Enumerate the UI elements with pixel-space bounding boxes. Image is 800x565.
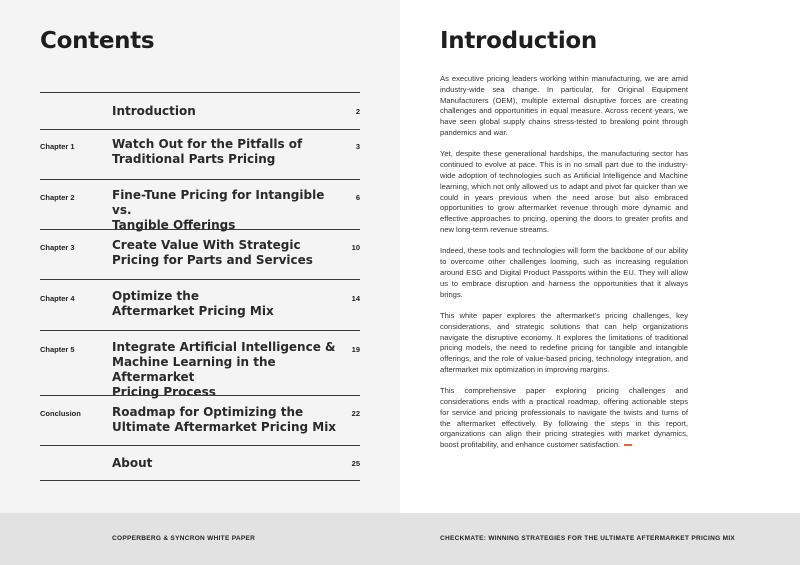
toc-page-number: 14: [351, 294, 360, 303]
toc-row-chapter-4[interactable]: [40, 279, 360, 330]
toc-chapter-label: Chapter 1: [40, 142, 75, 151]
page-footer: [0, 513, 800, 565]
intro-paragraph: Yet, despite these generational hardships, the manufacturing sector has continued to evolve at pace. This is in no small part due to the industry-wide adoption of technologies such as Artificial Intelligence and Machine learning, which not only allowed us to adapt and pivot far quicker than we could in years previous when the need arose but also embraced opportunities to grow aftermarket revenue through more dynamic and effective approaches to pricing, opening the doors to greater profits and new long-term revenue streams.: [440, 149, 688, 234]
toc-chapter-label: Chapter 5: [40, 345, 75, 354]
footer-publisher: COPPERBERG & SYNCRON WHITE PAPER: [112, 535, 256, 542]
introduction-body: [440, 74, 688, 462]
toc-chapter-label: Conclusion: [40, 409, 81, 418]
toc-row-chapter-5[interactable]: [40, 330, 360, 399]
end-of-section-mark: [624, 444, 632, 446]
footer-document-title: CHECKMATE: WINNING STRATEGIES FOR THE ULTIMATE AFTERMARKET PRICING MIX: [440, 535, 736, 542]
toc-page-number: 19: [351, 345, 360, 354]
intro-paragraph: This comprehensive paper exploring pricing challenges and considerations ends with a practical roadmap, offering actionable steps for service and pricing professionals to navigate the twists and turns of the aftermarket effectively. By following the steps in this report, organizations can align their pricing strategies with market dynamics, boost profitability, and enhance customer satisfaction.: [440, 386, 688, 450]
intro-paragraph: This white paper explores the aftermarket's pricing challenges, key considerations, and strategic solutions that can help organizations navigate the disruptive economy. It explores the limitations of traditional pricing models, the need to redefine pricing for tangible and intangible offerings, and the role of value-based pricing, technology integration, and aftermarket mix optimization in improving margins.: [440, 310, 688, 374]
toc-chapter-label: Chapter 4: [40, 294, 75, 303]
toc-page-number: 10: [351, 243, 360, 252]
toc-entry-title: Fine-Tune Pricing for Intangible vs. Tangible Offerings: [112, 188, 325, 232]
contents-page: [0, 0, 400, 513]
toc-page-number: 2: [355, 107, 360, 116]
toc-page-number: 6: [355, 193, 360, 202]
toc-entry-title: Roadmap for Optimizing the Ultimate Aftermarket Pricing Mix: [112, 405, 337, 434]
toc-row-chapter-3[interactable]: [40, 229, 360, 279]
toc-row-about[interactable]: [40, 445, 360, 481]
toc-row-introduction[interactable]: [40, 92, 360, 129]
toc-page-number: 3: [355, 142, 360, 151]
toc-row-conclusion[interactable]: [40, 395, 360, 445]
intro-paragraph: Indeed, these tools and technologies will form the backbone of our ability to overcome other challenges looming, such as increasing regulation around ESG and Digital Product Passports within the EU. They will allow us to embrace disruption and harness the opportunities that it always brings.: [440, 246, 688, 299]
toc-chapter-label: Chapter 3: [40, 243, 75, 252]
toc-row-chapter-1[interactable]: [40, 129, 360, 179]
toc-row-chapter-2[interactable]: [40, 179, 360, 232]
table-of-contents: [40, 92, 360, 481]
toc-entry-title: Optimize the Aftermarket Pricing Mix: [112, 289, 274, 318]
introduction-title: Introduction: [440, 28, 597, 54]
introduction-page: [400, 0, 800, 513]
toc-entry-title: About: [112, 456, 153, 470]
toc-chapter-label: Chapter 2: [40, 193, 75, 202]
toc-page-number: 22: [351, 409, 360, 418]
contents-title: Contents: [40, 28, 155, 54]
intro-paragraph: As executive pricing leaders working within manufacturing, we are amid industry-wide sea change. In particular, for Original Equipment Manufacturers (OEM), multiple external disruptive forces are creating challenges and opportunities in equal measure. Across recent years, we have seen global supply chains stress-tested to breaking point through pandemics and war.: [440, 74, 688, 137]
toc-entry-title: Watch Out for the Pitfalls of Traditional Parts Pricing: [112, 137, 303, 166]
toc-entry-title: Create Value With Strategic Pricing for Parts and Services: [112, 238, 313, 267]
toc-page-number: 25: [351, 459, 360, 468]
toc-entry-title: Introduction: [112, 104, 196, 118]
toc-entry-title: Integrate Artificial Intelligence & Machine Learning in the Aftermarket Pricing Process: [112, 340, 336, 399]
